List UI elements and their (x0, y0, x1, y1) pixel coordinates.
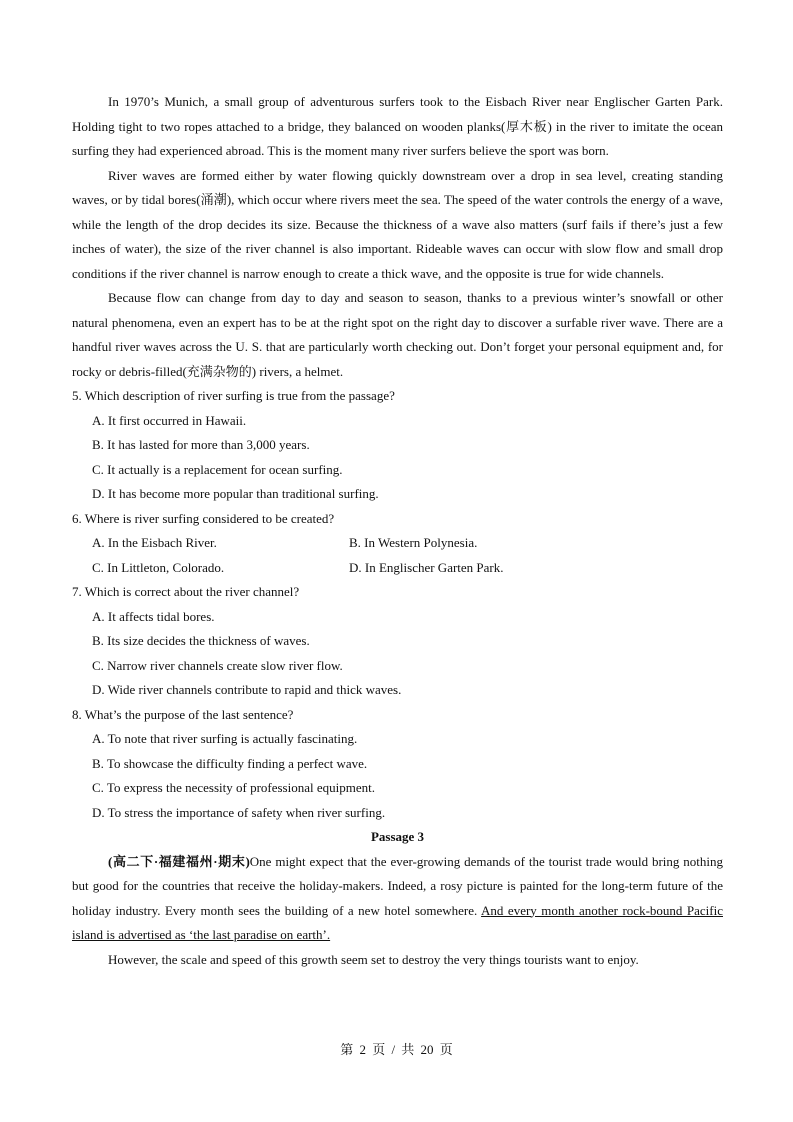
option-a: A. To note that river surfing is actually fascinating. (92, 731, 358, 746)
option-b: B. Its size decides the thickness of waves. (92, 633, 310, 648)
option-d: D. To stress the importance of safety when river surfing. (92, 804, 386, 820)
question-stem: 5. Which description of river surfing is true from the passage? (72, 388, 395, 403)
passage-3-source: (高二下·福建福州·期末) (108, 853, 250, 869)
option-c: C. To express the necessity of professional equipment. (92, 780, 375, 795)
question-5 (72, 384, 723, 507)
question-6 (72, 507, 723, 581)
option-row (92, 531, 723, 556)
underlined-sentence: And every month another rock-bound Pacific island is advertised as ‘the last paradise on earth’. (72, 902, 723, 942)
passage-paragraph-3: Because flow can change from day to day and season to season, thanks to a previous winter’s snowfall or other natural phenomena, even an expert has to be at the right spot on the right day to discover a surfable river wave. There are a handful river waves across the U. S. that are particularly worth checking out. Don’t forget your personal equipment and, for rocky or debris-filled(充满杂物的) rivers, a helmet. (72, 290, 723, 379)
option-c: C. It actually is a replacement for ocean surfing. (92, 461, 343, 477)
document-page (72, 90, 723, 972)
passage-3-paragraph-1 (72, 850, 723, 948)
passage-3-paragraph-1-text: One might expect that the ever-growing demands of the tourist trade would bring nothing but good for the countries that receive the holiday-makers. Indeed, a rosy picture is painted for the long-term future of the holiday industry. Every month sees the building of a new hotel somewhere. (72, 853, 723, 918)
option-b: B. To showcase the difficulty finding a perfect wave. (92, 755, 368, 771)
question-stem: 8. What’s the purpose of the last sentence? (72, 706, 294, 722)
option-d: D. Wide river channels contribute to rapid and thick waves. (92, 682, 402, 697)
passage-3-paragraph-2: However, the scale and speed of this growth seem set to destroy the very things tourists want to enjoy. (108, 951, 639, 967)
passage-paragraph-1: In 1970’s Munich, a small group of adventurous surfers took to the Eisbach River near Englischer Garten Park. Holding tight to two ropes attached to a bridge, they balanced on wooden planks(厚木板) in the river to imitate the ocean surfing they had experienced abroad. This is the moment many river surfers believe the sport was born. (72, 94, 723, 158)
passage-paragraph-2: River waves are formed either by water flowing quickly downstream over a drop in sea level, creating standing waves, or by tidal bores(涌潮), which occur where rivers meet the sea. The speed of the water controls the energy of a wave, while the length of the drop decides its size. Because the thickness of a wave also matters (surf fails if there’s just a few inches of water), the size of the river channel is also important. Rideable waves can occur with slow flow and small drop conditions if the river channel is narrow enough to create a thick wave, and the opposite is true for wide channels. (72, 167, 723, 281)
option-a: A. In the Eisbach River. (92, 535, 217, 550)
question-7 (72, 580, 723, 703)
question-stem: 6. Where is river surfing considered to be created? (72, 510, 335, 526)
option-row (92, 556, 723, 581)
option-a: A. It affects tidal bores. (92, 608, 215, 624)
option-b: B. In Western Polynesia. (349, 535, 478, 550)
option-c: C. Narrow river channels create slow river flow. (92, 657, 343, 673)
option-d: D. In Englischer Garten Park. (349, 559, 504, 575)
question-8 (72, 703, 723, 826)
option-d: D. It has become more popular than traditional surfing. (92, 486, 379, 501)
option-c: C. In Littleton, Colorado. (92, 559, 225, 575)
page-footer: 第 2 页 / 共 20 页 (340, 1042, 453, 1057)
passage-3-title: Passage 3 (370, 829, 425, 844)
option-a: A. It first occurred in Hawaii. (92, 412, 247, 428)
question-stem: 7. Which is correct about the river channel? (72, 584, 300, 599)
option-b: B. It has lasted for more than 3,000 years. (92, 437, 310, 452)
